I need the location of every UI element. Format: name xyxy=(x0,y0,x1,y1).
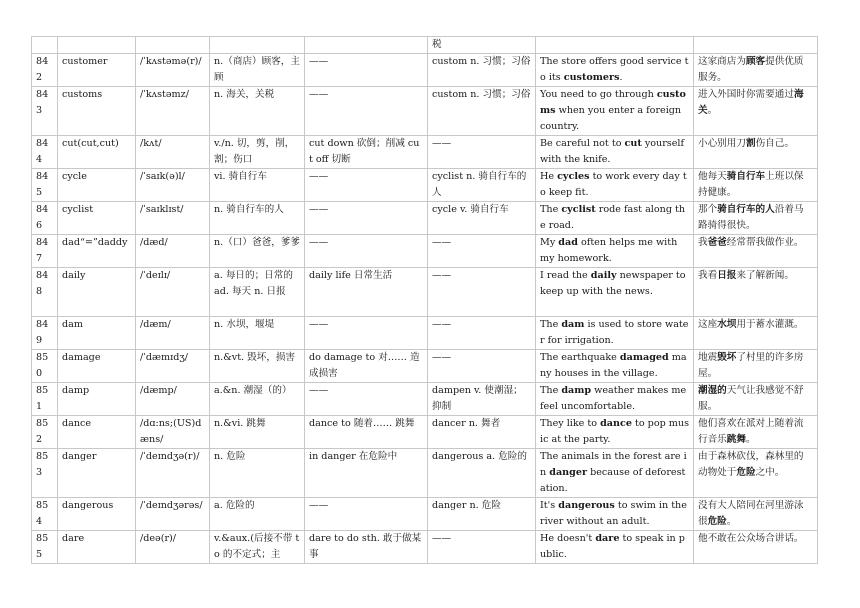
table-row-continued xyxy=(32,37,818,54)
entry-phonetic: /kʌt/ xyxy=(136,136,210,169)
entry-definition: n. 水坝，堰堤 xyxy=(210,317,305,350)
entry-word: danger xyxy=(58,449,136,498)
entry-example xyxy=(536,449,694,498)
table-row xyxy=(32,498,818,531)
entry-phonetic: /ˈdeɪndʒə(r)/ xyxy=(136,449,210,498)
highlighted-word: daily xyxy=(590,270,617,281)
entry-example xyxy=(536,136,694,169)
text-segment: 伤自己。 xyxy=(755,138,794,149)
highlighted-word: dance xyxy=(600,418,632,429)
cell xyxy=(305,37,428,54)
highlighted-word: damaged xyxy=(619,352,669,363)
entry-number: 849 xyxy=(32,317,58,350)
entry-phrase: cut down 砍倒；削减 cut off 切断 xyxy=(305,136,428,169)
table-row xyxy=(32,235,818,268)
entry-derivative: cyclist n. 骑自行车的人 xyxy=(428,169,536,202)
text-segment: My xyxy=(540,237,559,248)
entry-definition: v./n. 切，剪，削，割；伤口 xyxy=(210,136,305,169)
text-segment: 他每天 xyxy=(698,171,727,182)
entry-word: cycle xyxy=(58,169,136,202)
entry-translation xyxy=(694,350,818,383)
highlighted-word: cyclist xyxy=(561,204,596,215)
text-segment: to swim in the river without an adult. xyxy=(540,500,687,527)
highlighted-word: customers xyxy=(563,72,620,83)
entry-definition: a.&n. 潮湿（的） xyxy=(210,383,305,416)
entry-number: 846 xyxy=(32,202,58,235)
highlighted-word: dam xyxy=(561,319,585,330)
entry-example xyxy=(536,87,694,136)
entry-derivative: —— xyxy=(428,268,536,317)
text-segment: The xyxy=(540,385,562,396)
text-segment: 没有大人陪同在河里游泳很 xyxy=(698,500,804,527)
entry-word: damage xyxy=(58,350,136,383)
text-segment: . xyxy=(619,72,623,83)
text-segment: is used to store water for irrigation. xyxy=(540,319,689,346)
text-segment: 上班以保持健康。 xyxy=(698,171,804,198)
entry-derivative: cycle v. 骑自行车 xyxy=(428,202,536,235)
entry-derivative: custom n. 习惯；习俗 xyxy=(428,87,536,136)
entry-number: 854 xyxy=(32,498,58,531)
cell xyxy=(210,37,305,54)
entry-number: 844 xyxy=(32,136,58,169)
entry-translation xyxy=(694,268,818,317)
entry-derivative: —— xyxy=(428,136,536,169)
entry-example xyxy=(536,531,694,564)
highlighted-word: 毁坏 xyxy=(717,352,737,363)
entry-derivative: —— xyxy=(428,531,536,564)
highlighted-word: 跳舞 xyxy=(726,434,746,445)
text-segment: The store offers good service to its xyxy=(540,56,689,83)
highlighted-word: customs xyxy=(540,89,686,116)
text-segment: often helps me with my homework. xyxy=(540,237,678,264)
cell xyxy=(58,37,136,54)
table-row xyxy=(32,416,818,449)
entry-translation xyxy=(694,202,818,235)
highlighted-word: dad xyxy=(558,237,578,248)
text-segment: yourself with the knife. xyxy=(540,138,685,165)
text-segment: The xyxy=(540,204,562,215)
highlighted-word: 割 xyxy=(745,138,756,149)
entry-example xyxy=(536,268,694,317)
entry-derivative: dampen v. 使潮湿；抑制 xyxy=(428,383,536,416)
text-segment: 那个 xyxy=(698,204,718,215)
text-segment: 。 xyxy=(707,105,718,116)
entry-derivative: dancer n. 舞者 xyxy=(428,416,536,449)
entry-word: dare xyxy=(58,531,136,564)
entry-example xyxy=(536,350,694,383)
entry-phrase: —— xyxy=(305,235,428,268)
entry-definition: n.&vt. 毁坏，损害 xyxy=(210,350,305,383)
entry-number: 842 xyxy=(32,54,58,87)
table-row xyxy=(32,317,818,350)
entry-phrase: —— xyxy=(305,87,428,136)
table-row xyxy=(32,449,818,498)
text-segment: 进入外国时你需要通过 xyxy=(698,89,794,100)
entry-derivative: dangerous a. 危险的 xyxy=(428,449,536,498)
entry-phonetic: /ˈdeɪndʒərəs/ xyxy=(136,498,210,531)
table-row xyxy=(32,350,818,383)
entry-translation xyxy=(694,498,818,531)
entry-phonetic: /ˈsaɪklɪst/ xyxy=(136,202,210,235)
text-segment: 沿着马路骑得很快。 xyxy=(698,204,804,231)
table-row xyxy=(32,202,818,235)
highlighted-word: dangerous xyxy=(558,500,615,511)
entry-number: 850 xyxy=(32,350,58,383)
entry-number: 853 xyxy=(32,449,58,498)
highlighted-word: 顾客 xyxy=(745,56,766,67)
entry-definition: n.（商店）顾客，主顾 xyxy=(210,54,305,87)
text-segment: 提供优质服务。 xyxy=(698,56,804,83)
text-segment: You need to go through xyxy=(540,89,657,100)
highlighted-word: 日报 xyxy=(717,270,737,281)
cell xyxy=(694,37,818,54)
table-row xyxy=(32,136,818,169)
entry-phonetic: /dæm/ xyxy=(136,317,210,350)
entry-word: dad“=”daddy xyxy=(58,235,136,268)
entry-translation xyxy=(694,87,818,136)
text-segment: to pop music at the party. xyxy=(540,418,689,445)
entry-phrase: —— xyxy=(305,54,428,87)
entry-phonetic: /ˈdeɪlɪ/ xyxy=(136,268,210,317)
cell xyxy=(536,37,694,54)
entry-word: dangerous xyxy=(58,498,136,531)
entry-word: cyclist xyxy=(58,202,136,235)
highlighted-word: 骑自行车 xyxy=(726,171,766,182)
text-segment: 天气让我感觉不舒服。 xyxy=(698,385,804,412)
text-segment: He xyxy=(540,171,558,182)
text-segment: 他们喜欢在派对上随着流行音乐 xyxy=(698,418,804,445)
text-segment: It's xyxy=(540,500,559,511)
table-row xyxy=(32,87,818,136)
text-segment: because of deforestation. xyxy=(540,467,686,494)
text-segment: 他不敢在公众场合讲话。 xyxy=(698,533,804,544)
highlighted-word: 骑自行车的人 xyxy=(717,204,775,215)
text-segment: He doesn't xyxy=(540,533,596,544)
entry-word: cut(cut,cut) xyxy=(58,136,136,169)
highlighted-word: damp xyxy=(561,385,592,396)
entry-derivative: danger n. 危险 xyxy=(428,498,536,531)
entry-word: damp xyxy=(58,383,136,416)
entry-phrase: —— xyxy=(305,383,428,416)
highlighted-word: 危险 xyxy=(736,467,756,478)
text-segment: 我 xyxy=(698,237,708,248)
entry-number: 843 xyxy=(32,87,58,136)
highlighted-word: danger xyxy=(549,467,588,478)
table-row xyxy=(32,531,818,564)
entry-translation xyxy=(694,383,818,416)
entry-number: 845 xyxy=(32,169,58,202)
entry-phonetic: /ˈdæmɪdʒ/ xyxy=(136,350,210,383)
text-segment: 我看 xyxy=(698,270,718,281)
vocabulary-page xyxy=(31,36,817,564)
entry-definition: n. 海关，关税 xyxy=(210,87,305,136)
text-segment: rode fast along the road. xyxy=(540,204,686,231)
entry-phonetic: /dæmp/ xyxy=(136,383,210,416)
text-segment: 小心别用刀 xyxy=(698,138,746,149)
entry-definition: n.&vi. 跳舞 xyxy=(210,416,305,449)
entry-word: dam xyxy=(58,317,136,350)
entry-phrase: do damage to 对…… 造成损害 xyxy=(305,350,428,383)
entry-number: 851 xyxy=(32,383,58,416)
entry-example xyxy=(536,416,694,449)
entry-derivative: —— xyxy=(428,235,536,268)
text-segment: 了村里的许多房屋。 xyxy=(698,352,804,379)
entry-example xyxy=(536,169,694,202)
table-row xyxy=(32,268,818,317)
entry-definition: n. 危险 xyxy=(210,449,305,498)
entry-derivative: custom n. 习惯；习俗 xyxy=(428,54,536,87)
text-segment: I read the xyxy=(540,270,591,281)
entry-derivative: —— xyxy=(428,350,536,383)
highlighted-word: 水坝 xyxy=(717,319,737,330)
entry-phonetic: /ˈsaɪk(ə)l/ xyxy=(136,169,210,202)
table-row xyxy=(32,54,818,87)
entry-translation xyxy=(694,531,818,564)
table-row xyxy=(32,383,818,416)
entry-derivative: —— xyxy=(428,317,536,350)
entry-translation xyxy=(694,54,818,87)
entry-phrase: —— xyxy=(305,317,428,350)
entry-example xyxy=(536,498,694,531)
text-segment: 。 xyxy=(726,516,737,527)
entry-phrase: daily life 日常生活 xyxy=(305,268,428,317)
entry-translation xyxy=(694,235,818,268)
entry-phonetic: /ˈkʌstəmz/ xyxy=(136,87,210,136)
text-segment: newspaper to keep up with the news. xyxy=(540,270,686,297)
entry-number: 848 xyxy=(32,268,58,317)
highlighted-word: cut xyxy=(624,138,642,149)
entry-definition: v.&aux.(后接不带 to 的不定式；主 xyxy=(210,531,305,564)
entry-phonetic: /ˈkʌstəmə(r)/ xyxy=(136,54,210,87)
entry-definition: a. 危险的 xyxy=(210,498,305,531)
text-segment: weather makes me feel uncomfortable. xyxy=(540,385,687,412)
text-segment: to work every day to keep fit. xyxy=(540,171,687,198)
cell: 税 xyxy=(428,37,536,54)
text-segment: 经常帮我做作业。 xyxy=(726,237,804,248)
entry-number: 847 xyxy=(32,235,58,268)
table-row xyxy=(32,169,818,202)
text-segment: 。 xyxy=(745,434,756,445)
highlighted-word: 危险 xyxy=(707,516,727,527)
entry-example xyxy=(536,383,694,416)
entry-phrase: dare to do sth. 敢于做某事 xyxy=(305,531,428,564)
entry-phrase: —— xyxy=(305,169,428,202)
entry-example xyxy=(536,54,694,87)
entry-definition: a. 每日的；日常的 ad. 每天 n. 日报 xyxy=(210,268,305,317)
text-segment: They like to xyxy=(540,418,601,429)
cell xyxy=(136,37,210,54)
text-segment: The animals in the forest are in xyxy=(540,451,687,478)
text-segment: 来了解新闻。 xyxy=(736,270,794,281)
entry-word: daily xyxy=(58,268,136,317)
entry-phrase: —— xyxy=(305,498,428,531)
entry-phonetic: /dɑ:ns;(US)dæns/ xyxy=(136,416,210,449)
text-segment: The xyxy=(540,319,562,330)
entry-translation xyxy=(694,416,818,449)
entry-phonetic: /dæd/ xyxy=(136,235,210,268)
entry-definition: n.（口）爸爸，爹爹 xyxy=(210,235,305,268)
entry-phonetic: /deə(r)/ xyxy=(136,531,210,564)
text-segment: 这家商店为 xyxy=(698,56,746,67)
entry-phrase: —— xyxy=(305,202,428,235)
entry-example xyxy=(536,235,694,268)
entry-definition: n. 骑自行车的人 xyxy=(210,202,305,235)
entry-translation xyxy=(694,136,818,169)
text-segment: 地震 xyxy=(698,352,718,363)
highlighted-word: dare xyxy=(595,533,620,544)
text-segment: to speak in public. xyxy=(540,533,685,560)
entry-example xyxy=(536,202,694,235)
entry-word: customs xyxy=(58,87,136,136)
entry-definition: vi. 骑自行车 xyxy=(210,169,305,202)
entry-translation xyxy=(694,169,818,202)
vocabulary-table xyxy=(31,36,818,564)
text-segment: 之中。 xyxy=(755,467,785,478)
text-segment: 由于森林砍伐，森林里的动物处于 xyxy=(698,451,804,478)
text-segment: many houses in the village. xyxy=(540,352,687,379)
highlighted-word: 潮湿的 xyxy=(698,385,727,396)
entry-number: 855 xyxy=(32,531,58,564)
text-segment: when you enter a foreign country. xyxy=(540,105,682,132)
text-segment: The earthquake xyxy=(540,352,620,363)
entry-translation xyxy=(694,449,818,498)
entry-translation xyxy=(694,317,818,350)
entry-phrase: dance to 随着…… 跳舞 xyxy=(305,416,428,449)
text-segment: 这座 xyxy=(698,319,718,330)
highlighted-word: cycles xyxy=(557,171,590,182)
entry-word: customer xyxy=(58,54,136,87)
text-segment: Be careful not to xyxy=(540,138,625,149)
entry-example xyxy=(536,317,694,350)
highlighted-word: 爸爸 xyxy=(707,237,727,248)
entry-word: dance xyxy=(58,416,136,449)
entry-phrase: in danger 在危险中 xyxy=(305,449,428,498)
entry-number: 852 xyxy=(32,416,58,449)
highlighted-word: 海关 xyxy=(698,89,804,116)
cell xyxy=(32,37,58,54)
text-segment: 用于蓄水灌溉。 xyxy=(736,319,804,330)
